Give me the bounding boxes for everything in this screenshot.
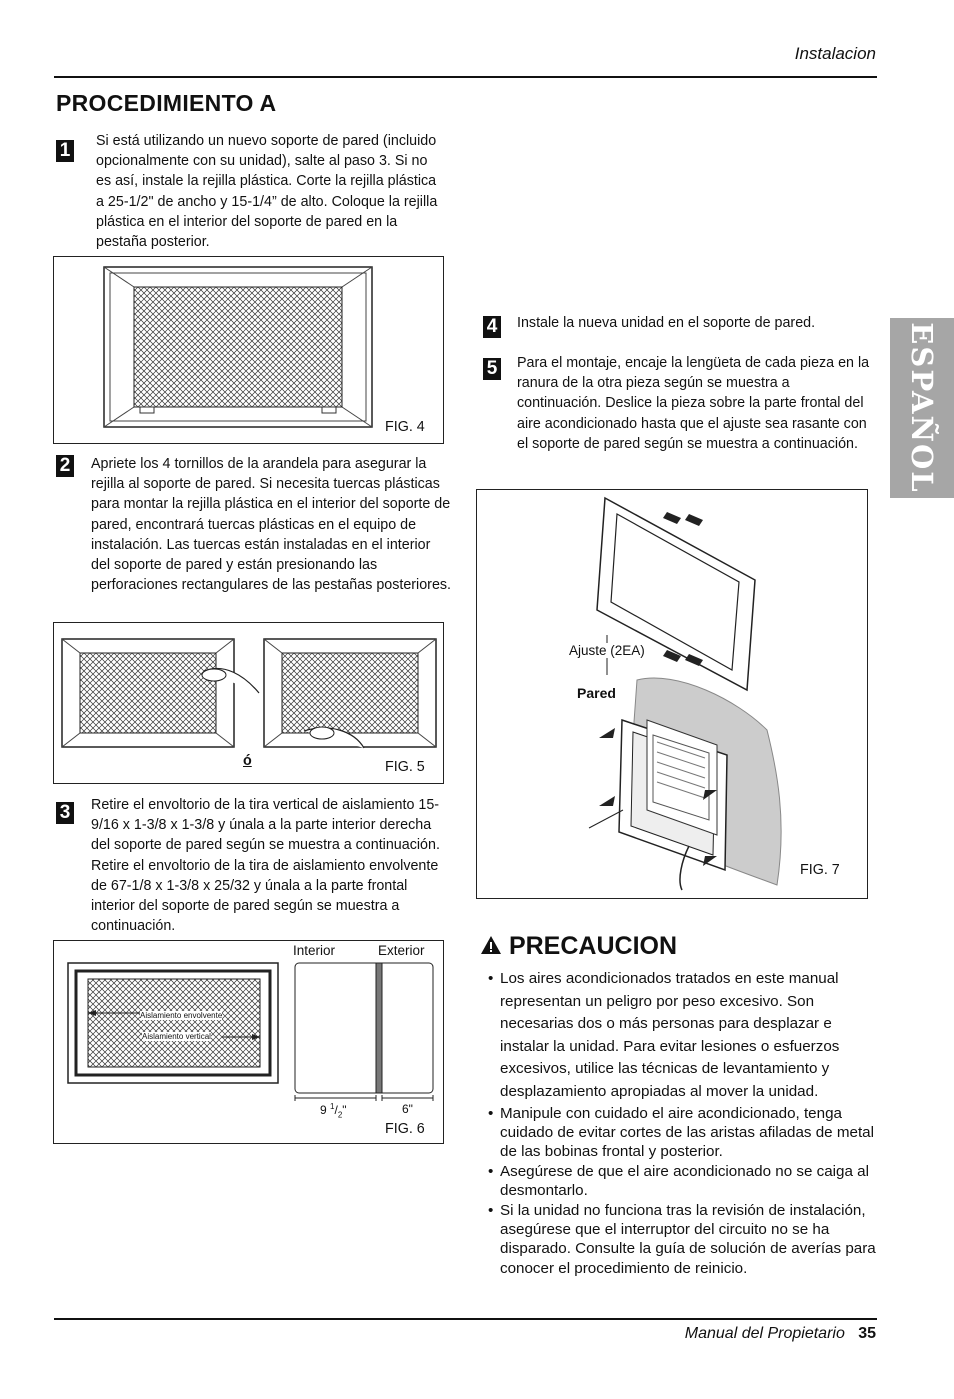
- step-3-text: Retire el envoltorio de la tira vertical de aislamiento 15-9/16 x 1-3/8 x 1-3/8 y únala a la parte interior derecha del soporte de pared según se muestra a continuación. Retire el envoltorio de la tira de aislamiento envolvente de 67-1/8 x 1-3/8 x 25/32 y únala a la parte frontal interior del soporte de pared según se muestra a continuación.: [91, 797, 440, 935]
- fig6-dim-left-slash: /: [334, 1103, 338, 1117]
- fig6-dim-left-numerator: 1: [330, 1102, 335, 1111]
- caution-title: PRECAUCION: [508, 932, 678, 960]
- fig6-vertical-insulation-label: Aislamiento vertical: [142, 1032, 211, 1041]
- step-3-number: 3: [56, 802, 74, 824]
- step-4-number: 4: [483, 316, 501, 338]
- fig4-label: FIG. 4: [385, 419, 425, 435]
- fig5-label: FIG. 5: [385, 759, 425, 775]
- fig4-grille-illustration: [54, 257, 443, 443]
- fig6-dimension-right: 6": [402, 1102, 413, 1116]
- step-1-number: 1: [56, 140, 74, 162]
- figure-4: [53, 256, 444, 444]
- step-4-text: Instale la nueva unidad en el soporte de pared.: [517, 315, 816, 331]
- step-5-number: 5: [483, 358, 501, 380]
- section-header: Instalacion: [794, 44, 876, 63]
- figure-5: [53, 622, 444, 784]
- caution-item: • Asegúrese de que el aire acondicionado no se caiga al desmontarlo.: [488, 1162, 878, 1201]
- caution-item: • Los aires acondicionados tratados en este manual representan un peligro por peso excesivo. Son necesarias dos o más personas para desplazar e instalar la unidad. Para evitar lesiones o esfuerzos excesivos, utilice las técnicas de levantamiento y desplazamiento apropiadas al mover la unidad.: [488, 968, 878, 1104]
- fig7-wall-label: Pared: [577, 685, 616, 701]
- figure-6: [53, 940, 444, 1144]
- figure-7: [476, 489, 868, 899]
- fig6-wrap-insulation-label: Aislamiento envolvente: [140, 1011, 223, 1020]
- language-tab-label: ESPAÑOL: [905, 322, 939, 494]
- fig6-dim-left-whole: 9: [320, 1103, 331, 1117]
- fig7-frame-assembly-illustration: [477, 490, 867, 898]
- caution-list: [488, 968, 878, 1278]
- page-number: 35: [858, 1325, 876, 1342]
- fig5-or-text: ó: [243, 753, 252, 769]
- fig6-label: FIG. 6: [385, 1121, 425, 1137]
- step-2-number: 2: [56, 455, 74, 477]
- warning-triangle-icon: [480, 935, 502, 955]
- header-rule: [54, 76, 877, 78]
- caution-item: • Manipule con cuidado el aire acondicionado, tenga cuidado de evitar cortes de las aristas afiladas de metal de las bobinas frontal y posterior.: [488, 1104, 878, 1162]
- footer: [0, 1325, 876, 1343]
- fig6-dim-left-unit: ": [342, 1103, 347, 1117]
- fig6-insulation-illustration: [54, 941, 443, 1143]
- fig7-adjust-label: Ajuste (2EA): [569, 643, 645, 658]
- footer-rule: [54, 1318, 877, 1320]
- step-2-text: Apriete los 4 tornillos de la arandela para asegurar la rejilla al soporte de pared. Si necesita tuercas plásticas para montar la rejilla plástica en el interior del soporte de pared, encontrará tuercas plásticas en el equipo de instalación. Las tuercas están instaladas en el interior del soporte de pared y están presionando las perforaciones rectangulares de las pestañas posteriores.: [91, 456, 452, 594]
- fig6-dim-left-denominator: 2: [337, 1110, 343, 1120]
- footer-text: Manual del Propietario: [684, 1325, 845, 1342]
- language-tab: [890, 318, 954, 498]
- caution-item: • Si la unidad no funciona tras la revisión de instalación, asegúrese que el interruptor del circuito no se ha disparado. Consulte la guía de solución de averías para conocer el procedimiento de reinicio.: [488, 1201, 878, 1279]
- step-5-text: Para el montaje, encaje la lengüeta de cada pieza en la ranura de la otra pieza según se muestra a continuación. Deslice la pieza sobre la parte frontal del aire acondicionado hasta que el ajuste sea rasante con el soporte de pared según se muestra a continuación.: [517, 355, 870, 452]
- fig7-label: FIG. 7: [800, 862, 840, 878]
- caution-heading: [480, 932, 677, 961]
- page-title: PROCEDIMIENTO A: [56, 90, 277, 116]
- step-1-text: Si está utilizando un nuevo soporte de pared (incluido opcionalmente con su unidad), salte al paso 3. Si no es así, instale la rejilla plástica. Corte la rejilla plástica a 25-1/2" de ancho y 15-1/4” de alto. Coloque la rejilla plástica en el interior del soporte de pared en la pestaña posterior.: [96, 133, 438, 251]
- fig6-interior-label: Interior: [293, 943, 336, 958]
- fig6-dimension-left: [320, 1102, 347, 1119]
- fig6-exterior-label: Exterior: [378, 943, 425, 958]
